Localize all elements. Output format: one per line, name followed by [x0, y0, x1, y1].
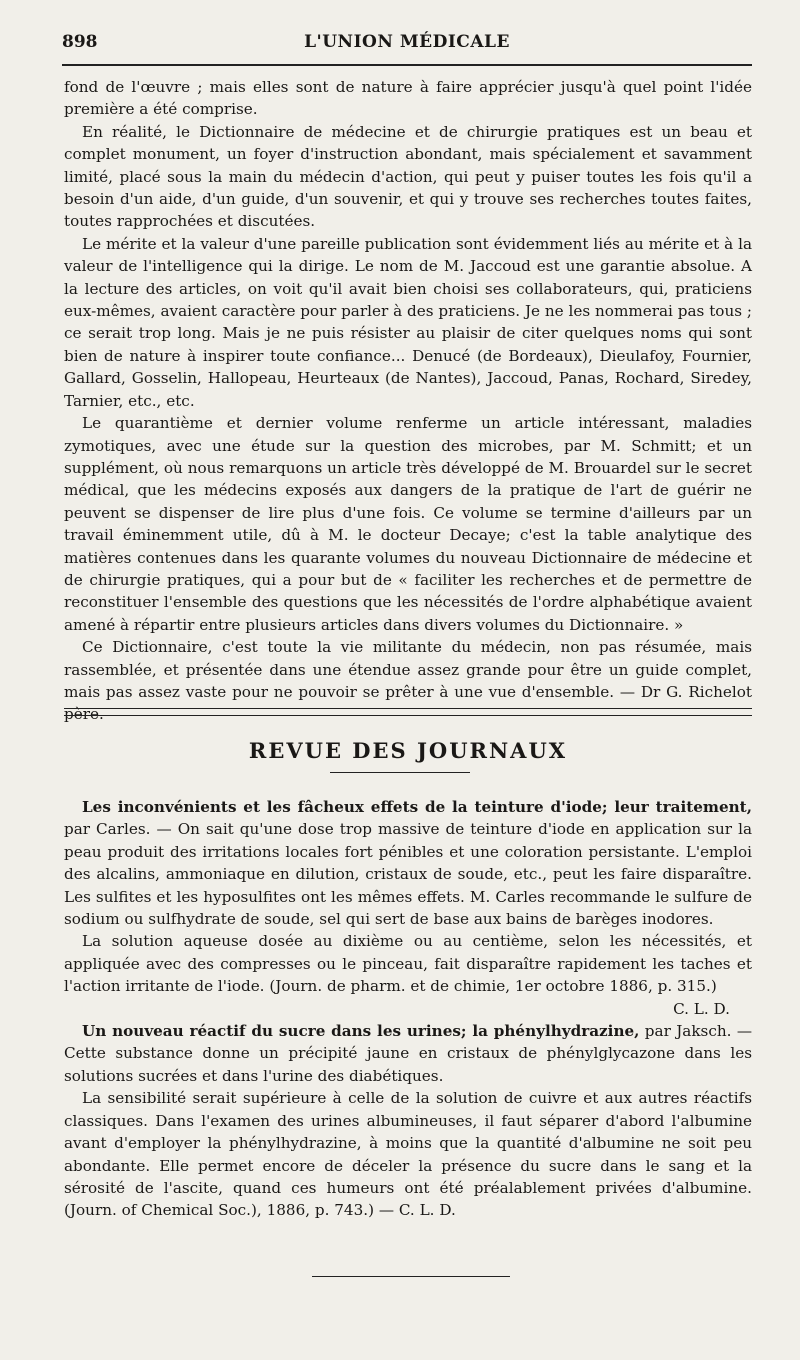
article-author: par Jaksch.: [644, 1022, 732, 1041]
article-text: — Cette substance donne un précipité jaune en cristaux de phénylglycazone dans les solutions sucrées et dans l'urine des diabétiques.: [64, 1022, 752, 1085]
article-initials: C. L. D.: [673, 999, 730, 1018]
article-iode: [64, 796, 752, 930]
paragraph: fond de l'œuvre ; mais elles sont de nature à faire apprécier jusqu'à quel point l'idée première a été comprise.: [64, 78, 752, 119]
section-title: REVUE DES JOURNAUX: [248, 738, 568, 763]
page-number: 898: [62, 32, 98, 52]
header-rule: [62, 64, 752, 66]
paragraph: En réalité, le Dictionnaire de médecine et de chirurgie pratiques est un beau et complet monument, un foyer d'instruction abondant, mais spécialement et savamment limité, placé sous la main du médecin d'action, qui peut y puiser toutes les fois qu'il a besoin d'un aide, d'un guide, d'un souvenir, et qui y trouve ses recherches toutes faites, toutes rapprochées et discutées.: [64, 122, 752, 231]
page-header: [62, 30, 752, 60]
article-sucre: [64, 1020, 752, 1087]
article-title: Un nouveau réactif du sucre dans les urines; la phénylhydrazine,: [82, 1022, 640, 1041]
title-rule: [330, 772, 470, 773]
journal-reviews: [64, 796, 752, 1222]
article-author: par Carles.: [64, 820, 151, 839]
paragraph: Le quarantième et dernier volume renferme un article intéressant, maladies zymotiques, avec une étude sur la question des microbes, par M. Schmitt; et un supplément, où nous remarquons un article très développé de M. Brouardel sur le secret médical, que les médecins exposés aux dangers de la pratique de l'art de guérir ne peuvent se dispenser de lire plus d'une fois. Ce volume se termine d'ailleurs par un travail éminemment utile, dû à M. le docteur Decaye; c'est la table analytique des matières contenues dans les quarante volumes du nouveau Dictionnaire de médecine et de chirurgie pratiques, qui a pour but de « faciliter les recherches et de permettre de reconstituer l'ensemble des questions que les nécessités de l'ordre alphabétique avaient amené à répartir entre plusieurs articles dans divers volumes du Dictionnaire. »: [64, 414, 752, 634]
footer-rule: [312, 1276, 510, 1277]
review-article: [64, 76, 752, 726]
paragraph: Ce Dictionnaire, c'est toute la vie militante du médecin, non pas résumée, mais rassemblée, et présentée dans une étendue assez grande pour être un guide complet, mais pas assez vaste pour ne pouvoir se prêter à une vue d'ensemble. — Dr G. Richelot père.: [64, 638, 752, 724]
paragraph: Le mérite et la valeur d'une pareille publication sont évidemment liés au mérite et à la valeur de l'intelligence qui la dirige. Le nom de M. Jaccoud est une garantie absolue. A la lecture des articles, on voit qu'il avait bien choisi ses collaborateurs, qui, praticiens eux-mêmes, avaient caractère pour parler à des praticiens. Je ne les nommerai pas tous ; ce serait trop long. Mais je ne puis résister au plaisir de citer quelques noms qui sont bien de nature à inspirer toute confiance... Denucé (de Bordeaux), Dieulafoy, Fournier, Gallard, Gosselin, Hallopeau, Heurteaux (de Nantes), Jaccoud, Panas, Rochard, Siredey, Tarnier, etc., etc.: [64, 234, 752, 410]
journal-title: L'UNION MÉDICALE: [304, 32, 510, 52]
section-separator: [64, 708, 752, 716]
paragraph: La sensibilité serait supérieure à celle de la solution de cuivre et aux autres réactifs classiques. Dans l'examen des urines albumineuses, il faut séparer d'abord l'albumine avant d'employer la phénylhydrazine, à moins que la quantité d'albumine ne soit peu abondante. Elle permet encore de déceler la présence du sucre dans le sang et la sérosité de l'ascite, quand ces humeurs ont été préalablement privées d'albumine. (Journ. of Chemical Soc.), 1886, p. 743.) — C. L. D.: [64, 1089, 752, 1220]
article-text: — On sait qu'une dose trop massive de teinture d'iode en application sur la peau produit des irritations locales fort pénibles et une coloration persistante. L'emploi des alcalins, ammoniaque en dilution, cristaux de soude, etc., peut les faire disparaître. Les sulfites et les hyposulfites ont les mêmes effets. M. Carles recommande le sulfure de sodium ou sulfhydrate de soude, sel qui sert de base aux bains de barèges inodores.: [64, 820, 752, 929]
article-title: Les inconvénients et les fâcheux effets de la teinture d'iode; leur traitement,: [82, 798, 752, 816]
paragraph: La solution aqueuse dosée au dixième ou au centième, selon les nécessités, et appliquée avec des compresses ou le pinceau, fait disparaître rapidement les taches et l'action irritante de l'iode. (Journ. de pharm. et de chimie, 1er octobre 1886, p. 315.): [64, 932, 752, 996]
